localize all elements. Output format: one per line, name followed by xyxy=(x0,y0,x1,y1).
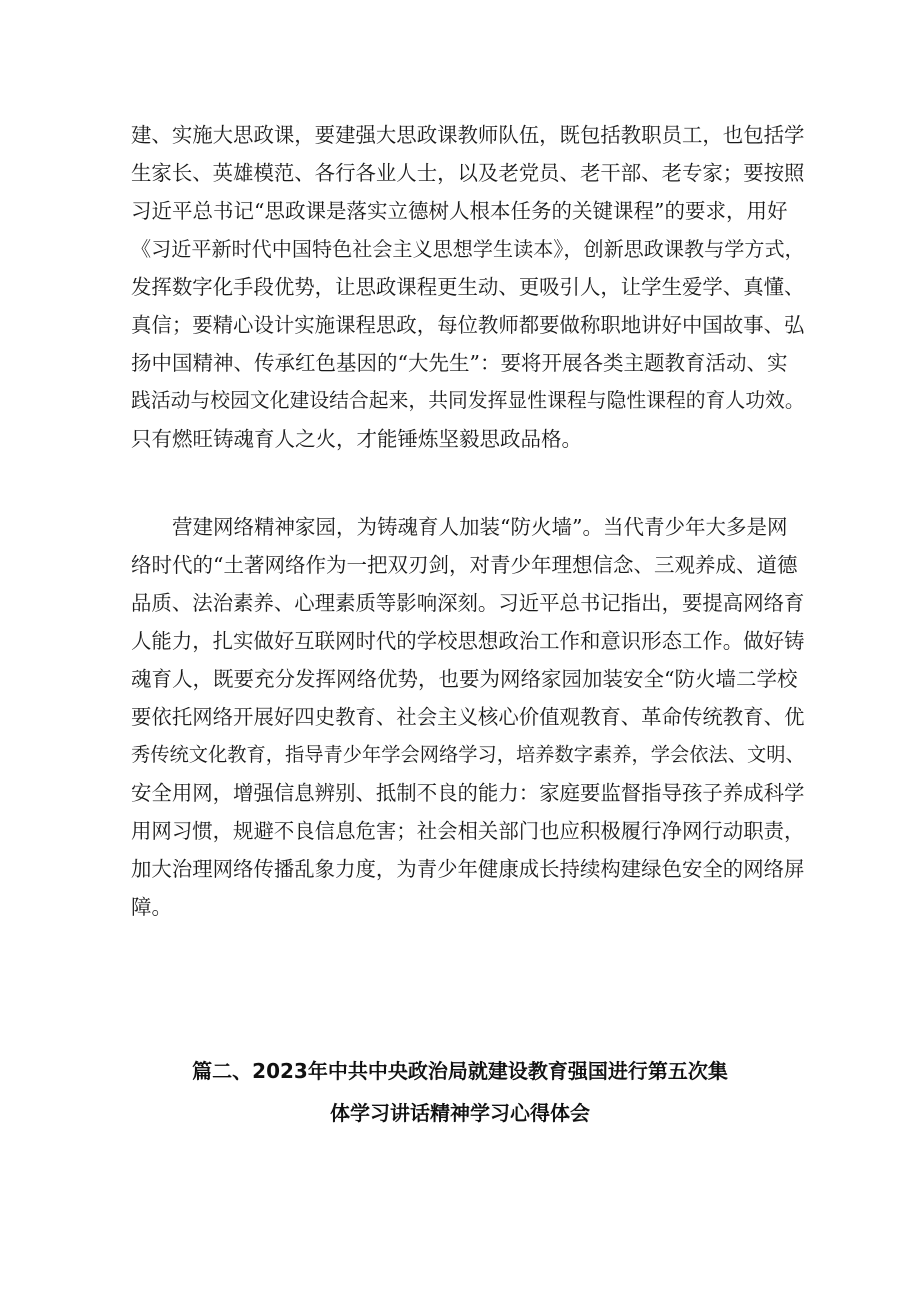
paragraph-line: 践活动与校园文化建设结合起来，共同发挥显性课程与隐性课程的育人功效。 xyxy=(131,389,805,412)
paragraph-line: 生家长、英雄模范、各行各业人士，以及老党员、老干部、老专家；要按照 xyxy=(131,161,805,185)
paragraph-2 xyxy=(131,508,805,926)
paragraph-first-line: 营建网络精神家园，为铸魂育人加装“防火墙”。当代青少年大多是网 xyxy=(172,515,788,539)
section-heading-line-1: 篇二、2023年中共中央政治局就建设教育强国进行第五次集 xyxy=(192,1059,728,1083)
paragraph-line: 扬中国精神、传承红色基因的“大先生”：要将开展各类主题教育活动、实 xyxy=(131,351,788,375)
paragraph-line: 秀传统文化教育，指导青少年学会网络学习，培养数字素养，学会依法、文明、 xyxy=(131,743,805,766)
paragraph-line: 习近平总书记“思政课是落实立德树人根本任务的关键课程”的要求，用好 xyxy=(131,199,788,223)
paragraph-line: 人能力，扎实做好互联网时代的学校思想政治工作和意识形态工作。做好铸 xyxy=(131,629,805,653)
paragraph-line: 障。 xyxy=(131,895,172,919)
section-heading-line-2: 体学习讲话精神学习心得体会 xyxy=(330,1101,590,1125)
section-heading xyxy=(0,1050,920,1134)
paragraph-1 xyxy=(131,116,805,458)
paragraph-line: 《习近平新时代中国特色社会主义思想学生读本》，创新思政课教与学方式， xyxy=(131,237,805,261)
paragraph-line: 发挥数字化手段优势，让思政课程更生动、更吸引人，让学生爱学、真懂、 xyxy=(131,275,805,299)
paragraph-line: 用网习惯，规避不良信息危害；社会相关部门也应积极履行净网行动职责， xyxy=(131,819,805,843)
paragraph-line: 要依托网络开展好四史教育、社会主义核心价值观教育、革命传统教育、优 xyxy=(131,705,805,729)
paragraph-line: 品质、法治素养、心理素质等影响深刻。习近平总书记指出，要提高网络育 xyxy=(131,591,805,615)
paragraph-line: 真信；要精心设计实施课程思政，每位教师都要做称职地讲好中国故事、弘 xyxy=(131,313,805,337)
paragraph-line: 建、实施大思政课，要建强大思政课教师队伍，既包括教职员工，也包括学 xyxy=(131,123,805,147)
paragraph-line: 安全用网，增强信息辨别、抵制不良的能力：家庭要监督指导孩子养成科学 xyxy=(131,781,805,805)
paragraph-line: 络时代的“土著网络作为一把双刃剑，对青少年理想信念、三观养成、道德 xyxy=(131,553,798,577)
paragraph-line: 加大治理网络传播乱象力度，为青少年健康成长持续构建绿色安全的网络屏 xyxy=(131,857,805,881)
paragraph-line: 只有燃旺铸魂育人之火，才能锤炼坚毅思政品格。 xyxy=(131,427,582,451)
paragraph-line: 魂育人，既要充分发挥网络优势，也要为网络家园加装安全“防火墙二学校 xyxy=(131,667,798,691)
